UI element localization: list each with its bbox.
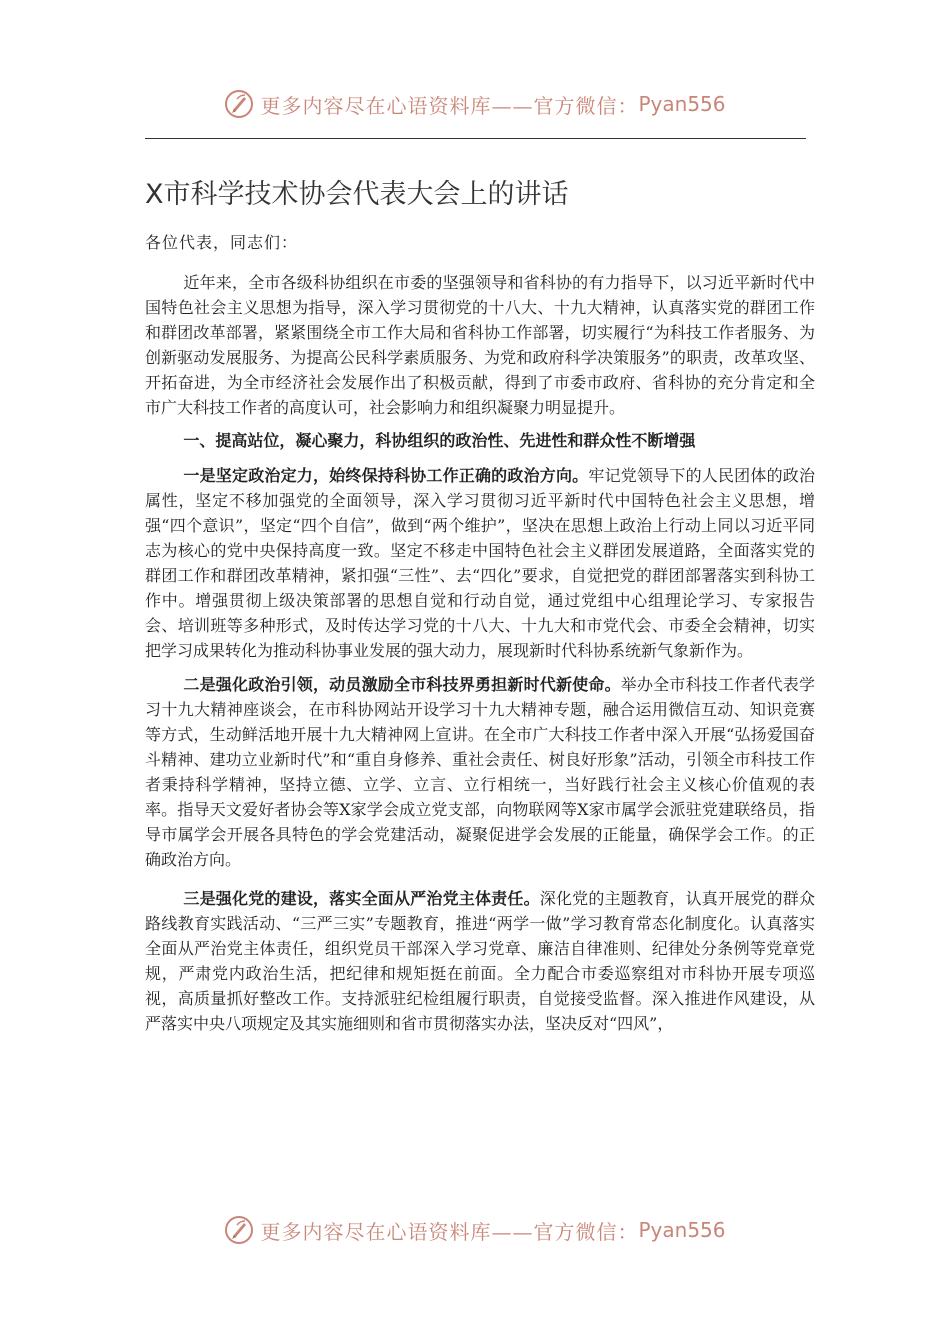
header-banner-text: 更多内容尽在心语资料库——官方微信： bbox=[260, 93, 639, 118]
point-1-paragraph bbox=[145, 463, 815, 663]
point-3-lead: 三是强化党的建设，落实全面从严治党主体责任。 bbox=[183, 889, 540, 908]
point-2-lead: 二是强化政治引领，动员激励全市科技界勇担新时代新使命。 bbox=[183, 675, 621, 694]
header-banner bbox=[0, 84, 950, 124]
point-1-lead: 一是坚定政治定力，始终保持科协工作正确的政治方向。 bbox=[183, 466, 589, 485]
intro-paragraph: 近年来，全市各级科协组织在市委的坚强领导和省科协的有力指导下，以习近平新时代中国特色社会主义思想为指导，深入学习贯彻党的十八大、十九大精神，认真落实党的群团工作和群团改革部署，紧紧围绕全市工作大局和省科协工作部署，切实履行“为科技工作者服务、为创新驱动发展服务、为提高公民科学素质服务、为党和政府科学决策服务”的职责，改革攻坚、开拓奋进，为全市经济社会发展作出了积极贡献，得到了市委市政府、省科协的充分肯定和全市广大科技工作者的高度认可，社会影响力和组织凝聚力明显提升。 bbox=[145, 273, 815, 417]
header-banner-wechat-id: Pyan556 bbox=[638, 92, 726, 116]
quill-logo-icon bbox=[224, 89, 254, 119]
document-title: X市科学技术协会代表大会上的讲话 bbox=[145, 179, 569, 210]
document-body bbox=[145, 172, 815, 1036]
point-3-body: 深化党的主题教育，认真开展党的群众路线教育实践活动、“三严三实”专题教育，推进“两学一做”学习教育常态化制度化。认真落实全面从严治党主体责任，组织党员干部深入学习党章、廉洁自律准则、纪律处分条例等党章党规，严肃党内政治生活，把纪律和规矩挺在前面。全力配合市委巡察组对市科协开展专项巡视，高质量抓好整改工作。支持派驻纪检组履行职责，自觉接受监督。深入推进作风建设，从严落实中央八项规定及其实施细则和省市贯彻落实办法，坚决反对“四风”， bbox=[145, 889, 815, 1033]
section-heading-1: 一、提高站位，凝心聚力，科协组织的政治性、先进性和群众性不断增强 bbox=[183, 431, 696, 450]
point-1-body: 牢记党领导下的人民团体的政治属性，坚定不移加强党的全面领导，深入学习贯彻习近平新时代中国特色社会主义思想，增强“四个意识”，坚定“四个自信”，做到“两个维护”，坚决在思想上政治上行动上同以习近平同志为核心的党中央保持高度一致。坚定不移走中国特色社会主义群团发展道路，全面落实党的群团工作和群团改革精神，紧扣强“三性”、去“四化”要求，自觉把党的群团部署落实到科协工作中。增强贯彻上级决策部署的思想自觉和行动自觉，通过党组中心组理论学习、专家报告会、培训班等多种形式，及时传达学习党的十八大、十九大和市党代会、市委全会精神，切实把学习成果转化为推动科协事业发展的强大动力，展现新时代科协系统新气象新作为。 bbox=[145, 466, 815, 660]
point-3-paragraph bbox=[145, 886, 815, 1036]
salutation: 各位代表，同志们： bbox=[145, 233, 299, 252]
quill-logo-icon bbox=[224, 1215, 254, 1245]
point-2-body: 举办全市科技工作者代表学习十九大精神座谈会，在市科协网站开设学习十九大精神专题，融合运用微信互动、知识竞赛等方式，生动鲜活地开展十九大精神网上宣讲。在全市广大科技工作者中深入开展“弘扬爱国奋斗精神、建功立业新时代”和“重自身修养、重社会责任、树良好形象”活动，引领全市科技工作者秉持科学精神，坚持立德、立学、立言、立行相统一，当好践行社会主义核心价值观的表率。指导天文爱好者协会等X家学会成立党支部，向物联网等X家市属学会派驻党建联络员，指导市属学会开展各具特色的学会党建活动，凝聚促进学会发展的正能量，确保学会工作。的正确政治方向。 bbox=[145, 675, 815, 869]
footer-banner-text: 更多内容尽在心语资料库——官方微信： bbox=[260, 1219, 639, 1244]
header-divider bbox=[145, 138, 806, 139]
footer-banner-wechat-id: Pyan556 bbox=[638, 1218, 726, 1242]
footer-banner bbox=[0, 1210, 950, 1250]
point-2-paragraph bbox=[145, 672, 815, 872]
